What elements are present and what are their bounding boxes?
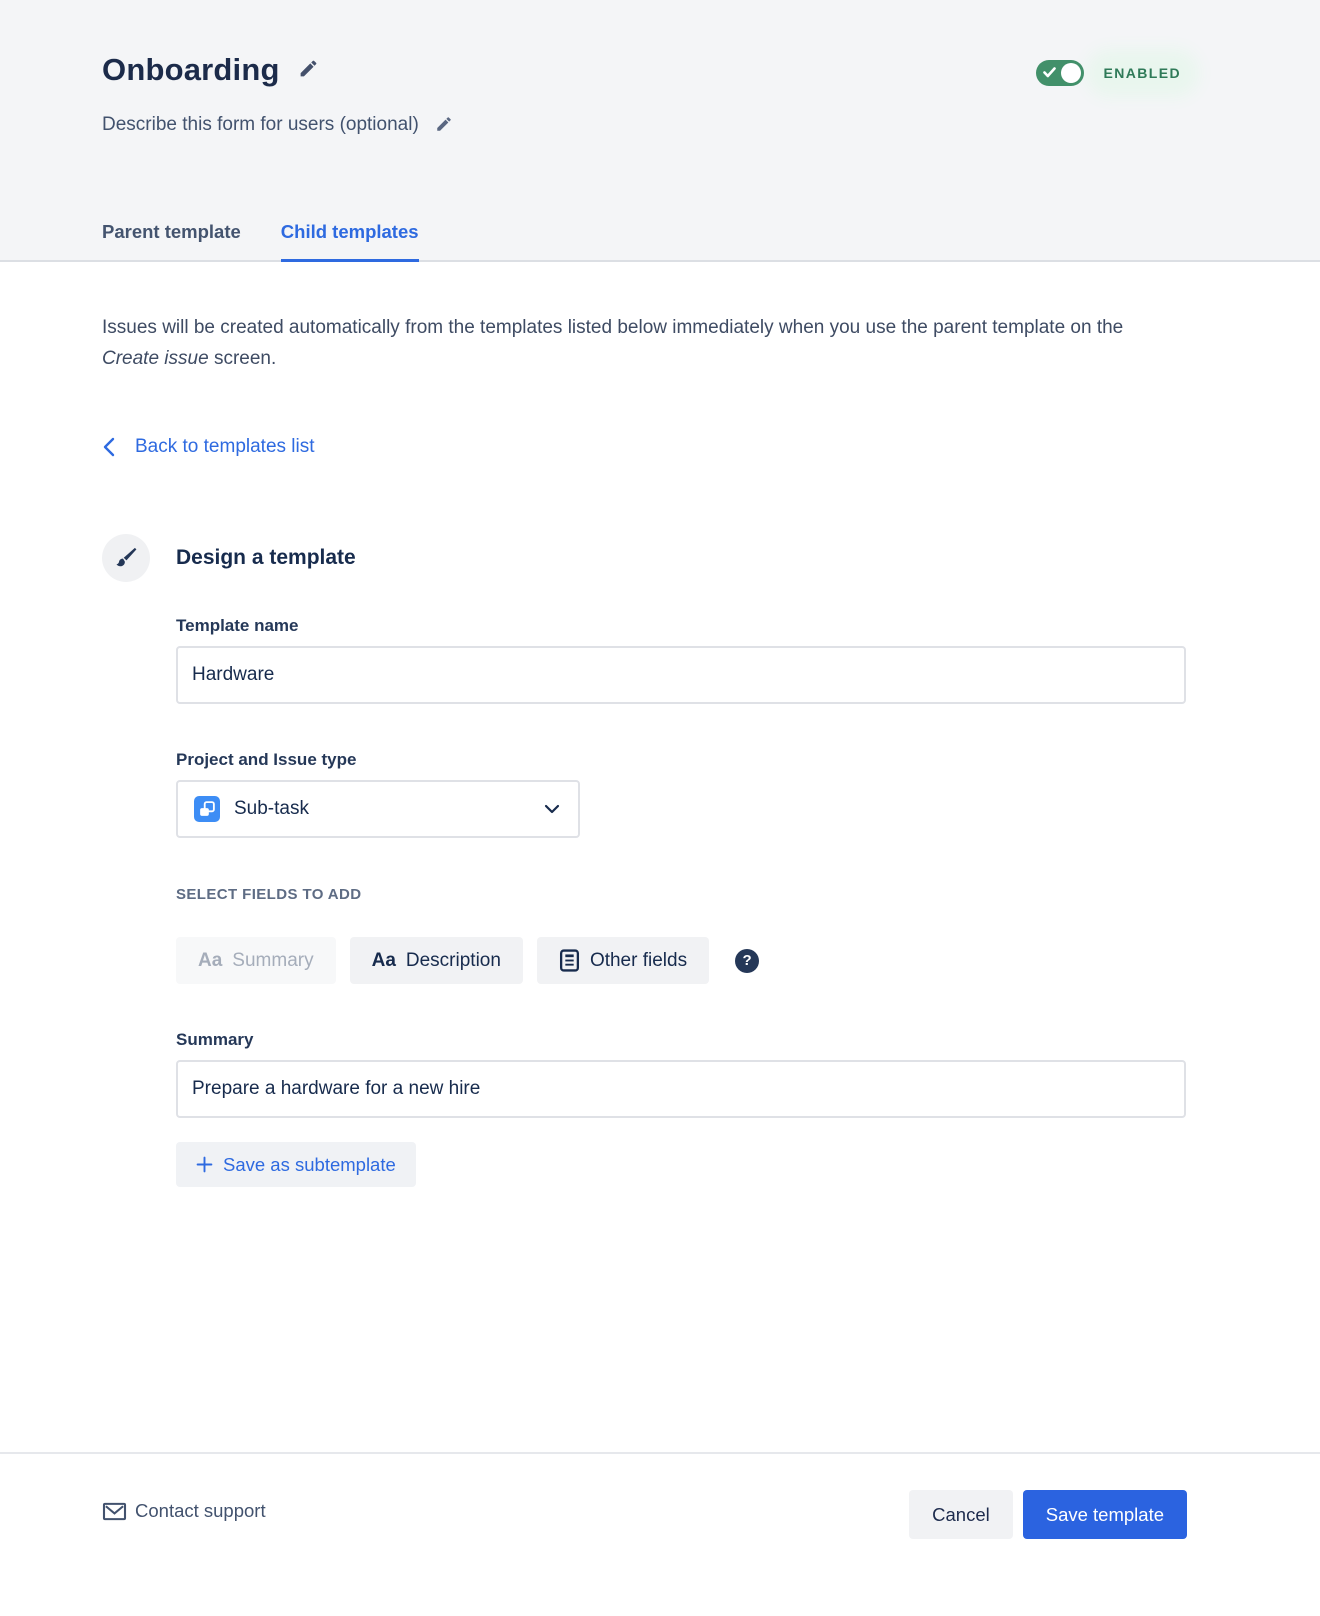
- paintbrush-icon: [113, 545, 139, 571]
- footer-actions: [909, 1490, 1187, 1539]
- save-as-subtemplate-button[interactable]: [176, 1142, 416, 1187]
- title-row: [102, 52, 1185, 88]
- status-badge: ENABLED: [1100, 63, 1185, 83]
- tab-bar: [102, 221, 1185, 262]
- help-icon[interactable]: ?: [735, 949, 759, 973]
- add-description-field-button[interactable]: [350, 937, 523, 984]
- contact-support-label: Contact support: [135, 1500, 266, 1521]
- envelope-icon: [102, 1501, 127, 1522]
- issue-type-select[interactable]: [176, 780, 580, 838]
- intro-text: [102, 312, 1177, 374]
- intro-text-italic: Create issue: [102, 348, 209, 369]
- edit-title-button[interactable]: [298, 58, 319, 82]
- tab-parent-template[interactable]: Parent template: [102, 221, 241, 262]
- subtemplate-button-label: Save as subtemplate: [223, 1153, 396, 1175]
- design-step-badge: [102, 534, 150, 582]
- save-template-button[interactable]: Save template: [1023, 1490, 1187, 1539]
- document-lines-icon: [559, 949, 580, 972]
- toggle-knob: [1061, 63, 1081, 83]
- chevron-down-icon: [544, 804, 560, 814]
- enabled-toggle[interactable]: [1036, 60, 1084, 86]
- add-summary-field-button: [176, 937, 336, 984]
- chip-label: Other fields: [589, 949, 688, 971]
- summary-input[interactable]: [176, 1060, 1186, 1118]
- cancel-button[interactable]: Cancel: [909, 1490, 1013, 1539]
- check-icon: [1043, 67, 1056, 78]
- status-group: [1036, 60, 1185, 86]
- add-other-fields-button[interactable]: [537, 937, 709, 984]
- text-field-icon: Aa: [371, 949, 396, 971]
- field-chips-row: [176, 937, 1186, 984]
- main-content: [0, 262, 1320, 1452]
- design-template-section: [102, 534, 1218, 1187]
- form-description-placeholder: Describe this form for users (optional): [102, 114, 419, 135]
- page-header: [0, 0, 1320, 262]
- project-issue-type-label: Project and Issue type: [176, 750, 357, 769]
- description-row: [102, 114, 1185, 136]
- contact-support-link[interactable]: [102, 1490, 266, 1522]
- template-name-label: Template name: [176, 616, 299, 635]
- page-title: Onboarding: [102, 52, 280, 87]
- back-to-templates-link[interactable]: [102, 436, 315, 458]
- tab-child-templates[interactable]: Child templates: [281, 221, 419, 262]
- summary-field-label: Summary: [176, 1030, 254, 1049]
- edit-description-button[interactable]: [435, 115, 453, 136]
- template-name-input[interactable]: [176, 646, 1186, 704]
- chip-label: Description: [405, 949, 501, 971]
- issue-type-value: Sub-task: [234, 798, 309, 819]
- chevron-left-icon: [102, 437, 115, 457]
- intro-text-before: Issues will be created automatically from the templates listed below immediately when you use the parent template on the: [102, 317, 1124, 338]
- intro-text-after: screen.: [208, 348, 277, 369]
- subtask-icon: [194, 796, 220, 822]
- chip-label: Summary: [232, 949, 314, 971]
- pencil-icon: [435, 115, 453, 136]
- design-heading: Design a template: [176, 546, 356, 569]
- select-fields-label: SELECT FIELDS TO ADD: [176, 886, 362, 903]
- plus-icon: [196, 1156, 213, 1173]
- back-link-label: Back to templates list: [135, 436, 315, 457]
- footer-bar: [0, 1452, 1320, 1616]
- pencil-icon: [298, 58, 319, 82]
- text-field-icon: Aa: [198, 949, 223, 971]
